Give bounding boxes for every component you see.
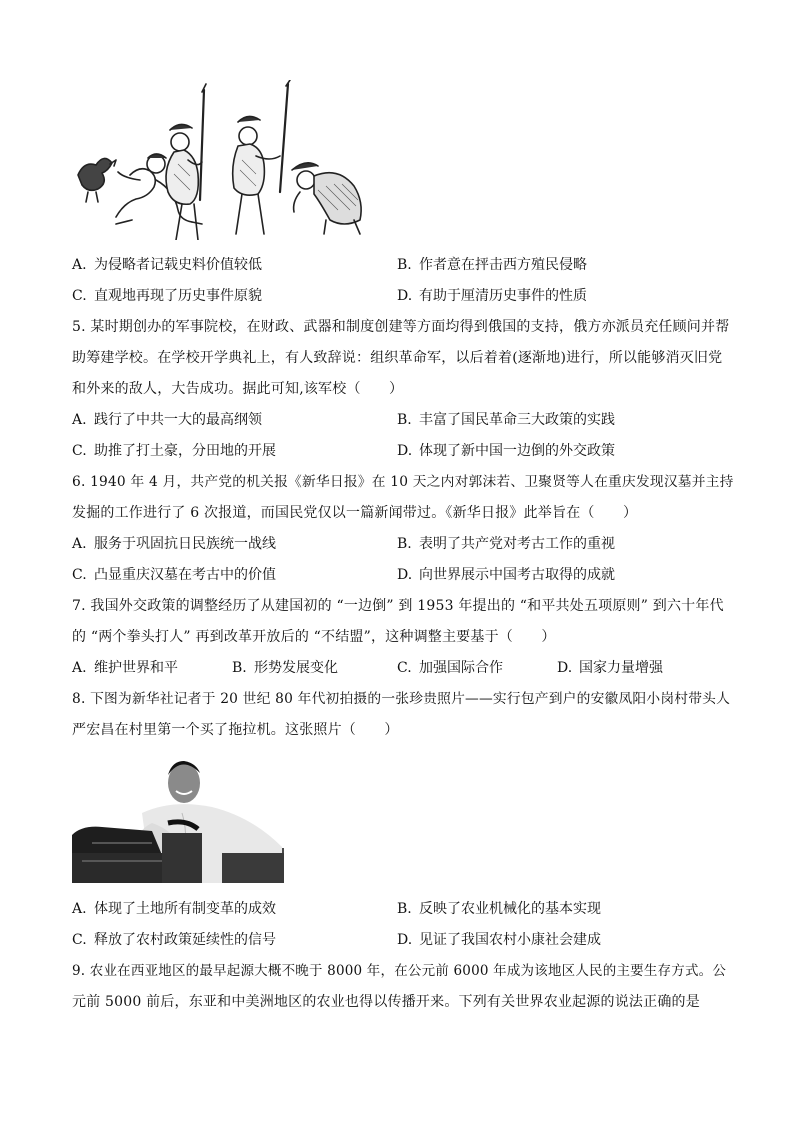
- option-letter: D.: [557, 660, 573, 676]
- option-letter: C.: [72, 443, 87, 459]
- option-letter: A.: [72, 536, 87, 552]
- option-letter: C.: [72, 932, 87, 948]
- q6-option-c[interactable]: [72, 566, 276, 584]
- option-letter: A.: [72, 901, 87, 917]
- option-text: 作者意在抨击西方殖民侵略: [419, 257, 587, 273]
- q4-option-b[interactable]: [397, 256, 587, 274]
- q5-stem-line: 助筹建学校。在学校开学典礼上，有人致辞说：组织革命军，以后着着(逐渐地)进行，所以能够消灭旧党: [72, 350, 723, 366]
- tractor-photo: [72, 753, 284, 883]
- q7-option-d[interactable]: [557, 659, 663, 677]
- option-letter: D.: [397, 567, 413, 583]
- option-text: 国家力量增强: [579, 660, 663, 676]
- q6-option-b[interactable]: [397, 535, 615, 553]
- option-letter: B.: [397, 412, 412, 428]
- option-letter: A.: [72, 660, 87, 676]
- q5-option-c[interactable]: [72, 442, 276, 460]
- q6-stem-line: 发掘的工作进行了 6 次报道，而国民党仅以一篇新闻带过。《新华日报》此举旨在（ ）: [72, 505, 638, 521]
- option-text: 见证了我国农村小康社会建成: [419, 932, 601, 948]
- option-text: 体现了土地所有制变革的成效: [94, 901, 276, 917]
- option-letter: C.: [72, 288, 87, 304]
- option-letter: B.: [397, 536, 412, 552]
- q5-option-d[interactable]: [397, 442, 615, 460]
- cartoon-illustration: [70, 80, 370, 240]
- option-letter: A.: [72, 412, 87, 428]
- option-text: 助推了打土豪，分田地的开展: [94, 443, 276, 459]
- option-letter: C.: [72, 567, 87, 583]
- q7-option-a[interactable]: [72, 659, 178, 677]
- q6-option-d[interactable]: [397, 566, 615, 584]
- option-letter: B.: [397, 901, 412, 917]
- option-letter: B.: [397, 257, 412, 273]
- q7-stem-line: 的 “两个拳头打人” 再到改革开放后的 “不结盟”，这种调整主要基于（ ）: [72, 629, 556, 645]
- option-text: 有助于厘清历史事件的性质: [419, 288, 587, 304]
- q6-stem-line: 6. 1940 年 4 月，共产党的机关报《新华日报》在 10 天之内对郭沫若、卫聚贤等人在重庆发现汉墓并主持: [72, 474, 734, 490]
- photo-image: [72, 753, 284, 883]
- q7-option-c[interactable]: [397, 659, 503, 677]
- option-text: 维护世界和平: [94, 660, 178, 676]
- q5-option-b[interactable]: [397, 411, 615, 429]
- q8-option-c[interactable]: [72, 931, 276, 949]
- option-letter: D.: [397, 288, 413, 304]
- q5-stem-line: 和外来的敌人，大告成功。据此可知,该军校（ ）: [72, 381, 404, 397]
- option-text: 为侵略者记载史料价值较低: [94, 257, 262, 273]
- q5-stem-line: 5. 某时期创办的军事院校，在财政、武器和制度创建等方面均得到俄国的支持，俄方亦派员充任顾问并帮: [72, 319, 730, 335]
- option-text: 反映了农业机械化的基本实现: [419, 901, 601, 917]
- q8-option-d[interactable]: [397, 931, 601, 949]
- option-text: 向世界展示中国考古取得的成就: [419, 567, 615, 583]
- cartoon-drawing: [70, 80, 370, 240]
- q8-stem-line: 8. 下图为新华社记者于 20 世纪 80 年代初拍摄的一张珍贵照片——实行包产到户的安徽凤阳小岗村带头人: [72, 691, 731, 707]
- q4-option-c[interactable]: [72, 287, 262, 305]
- q8-stem-line: 严宏昌在村里第一个买了拖拉机。这张照片（ ）: [72, 722, 399, 738]
- q8-option-b[interactable]: [397, 900, 601, 918]
- option-letter: C.: [397, 660, 412, 676]
- option-text: 服务于巩固抗日民族统一战线: [94, 536, 276, 552]
- option-text: 践行了中共一大的最高纲领: [94, 412, 262, 428]
- option-letter: B.: [232, 660, 247, 676]
- q7-stem-line: 7. 我国外交政策的调整经历了从建国初的 “一边倒” 到 1953 年提出的 “和平共处五项原则” 到六十年代: [72, 598, 724, 614]
- q9-stem-line: 元前 5000 前后，东亚和中美洲地区的农业也得以传播开来。下列有关世界农业起源的说法正确的是: [72, 994, 700, 1010]
- q8-option-a[interactable]: [72, 900, 276, 918]
- option-letter: D.: [397, 443, 413, 459]
- option-letter: D.: [397, 932, 413, 948]
- option-text: 凸显重庆汉墓在考古中的价值: [94, 567, 276, 583]
- option-text: 体现了新中国一边倒的外交政策: [419, 443, 615, 459]
- option-text: 加强国际合作: [419, 660, 503, 676]
- q7-option-b[interactable]: [232, 659, 338, 677]
- option-text: 直观地再现了历史事件原貌: [94, 288, 262, 304]
- option-text: 表明了共产党对考古工作的重视: [419, 536, 615, 552]
- option-letter: A.: [72, 257, 87, 273]
- option-text: 形势发展变化: [254, 660, 338, 676]
- option-text: 丰富了国民革命三大政策的实践: [419, 412, 615, 428]
- q4-option-d[interactable]: [397, 287, 587, 305]
- q4-option-a[interactable]: [72, 256, 262, 274]
- q9-stem-line: 9. 农业在西亚地区的最早起源大概不晚于 8000 年，在公元前 6000 年成为该地区人民的主要生存方式。公: [72, 963, 727, 979]
- option-text: 释放了农村政策延续性的信号: [94, 932, 276, 948]
- q6-option-a[interactable]: [72, 535, 276, 553]
- q5-option-a[interactable]: [72, 411, 262, 429]
